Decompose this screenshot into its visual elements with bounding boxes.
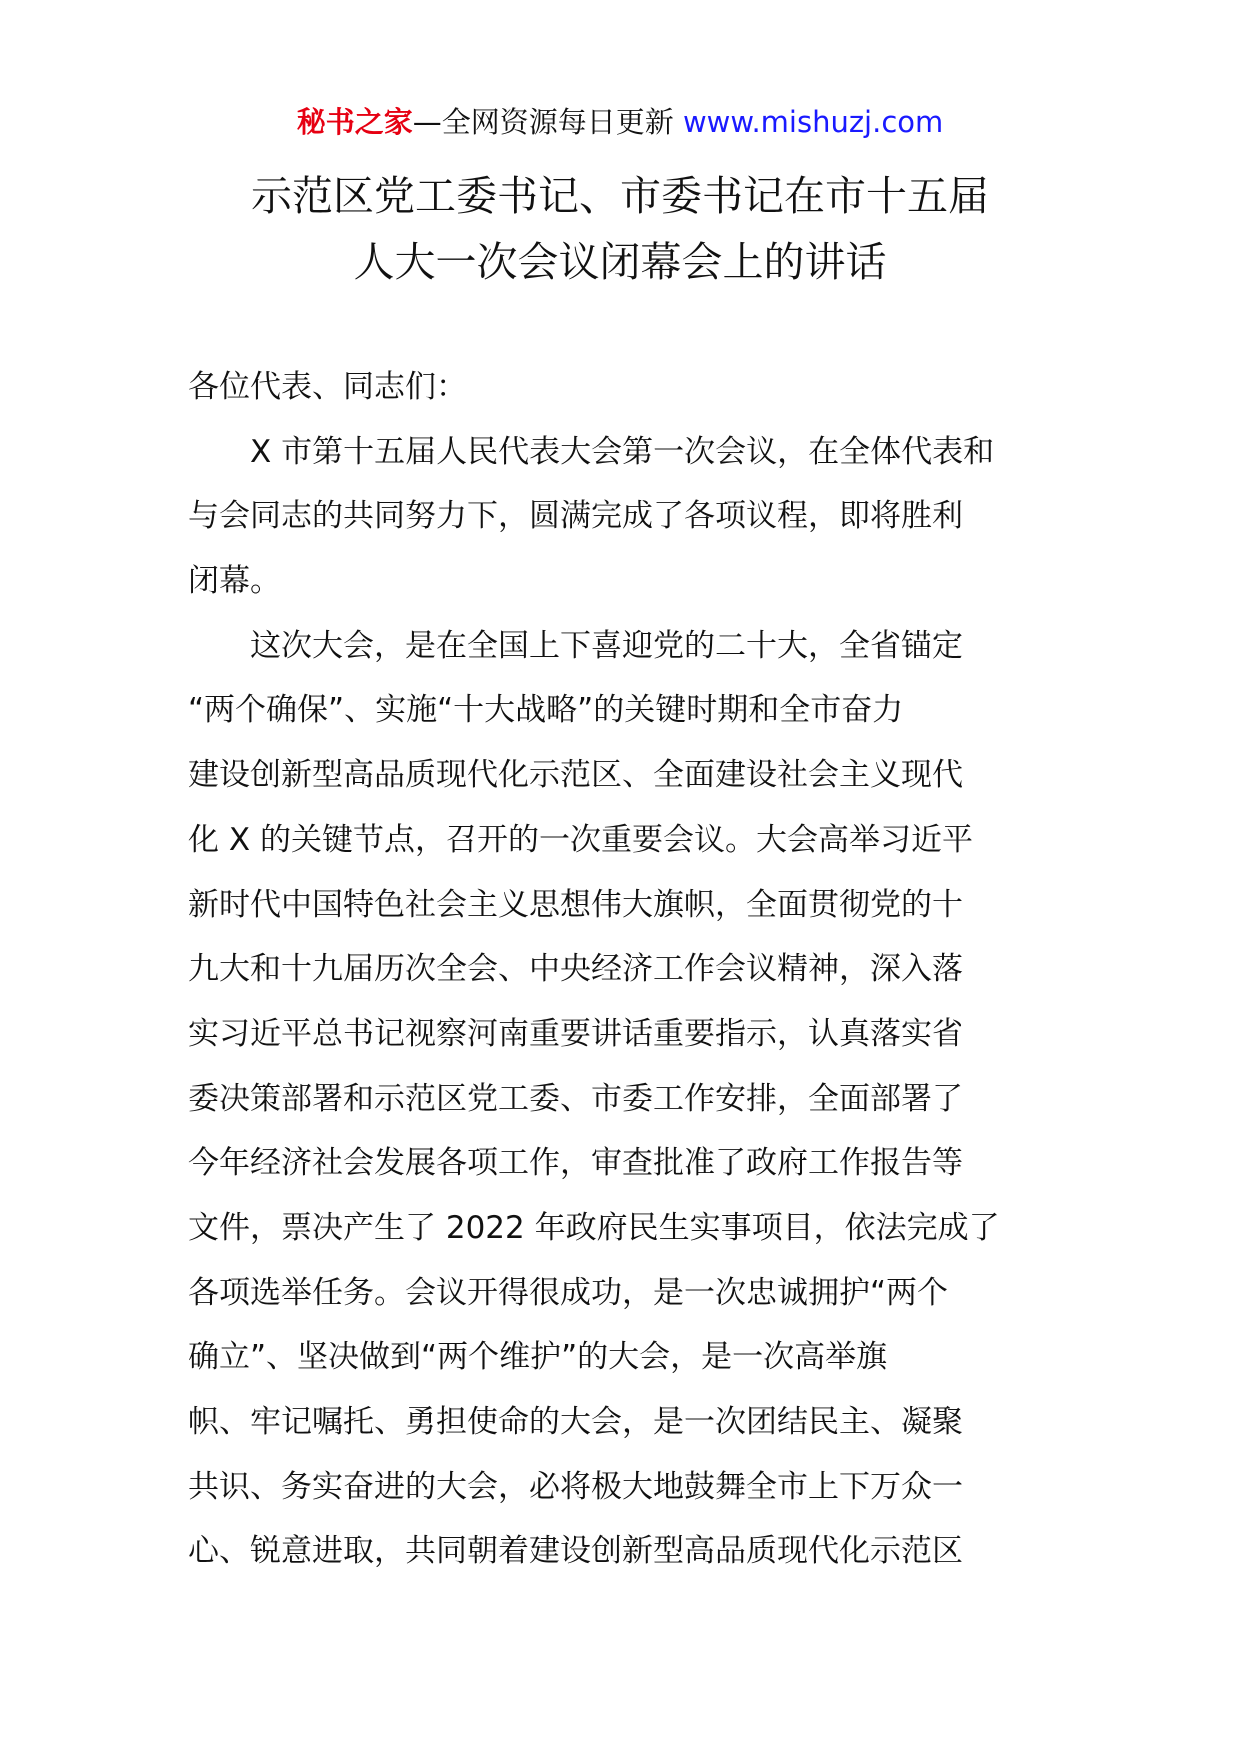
body-line: 帜、牢记嘱托、勇担使命的大会，是一次团结民主、凝聚 xyxy=(188,1404,963,1440)
body-line: 各项选举任务。会议开得很成功，是一次忠诚拥护“两个 xyxy=(188,1274,949,1311)
title-line-2: 人大一次会议闭幕会上的讲话 xyxy=(353,238,887,286)
document-title xyxy=(150,163,1090,295)
body-line: 与会同志的共同努力下，圆满完成了各项议程，即将胜利 xyxy=(188,498,963,535)
body-line: 委决策部署和示范区党工委、市委工作安排，全面部署了 xyxy=(188,1080,963,1117)
header-tagline: —全网资源每日更新 xyxy=(412,105,683,139)
body-line: 化 X 的关键节点，召开的一次重要会议。大会高举习近平 xyxy=(188,821,973,858)
body-line: 确立”、坚决做到“两个维护”的大会，是一次高举旗 xyxy=(188,1339,888,1376)
body-line: 闭幕。 xyxy=(188,563,281,600)
body-line: 九大和十九届历次全会、中央经济工作会议精神，深入落 xyxy=(188,951,963,988)
body-line: 心、锐意进取，共同朝着建设创新型高品质现代化示范区 xyxy=(188,1533,963,1570)
page-header xyxy=(0,102,1240,142)
body-line: X 市第十五届人民代表大会第一次会议，在全体代表和 xyxy=(188,433,995,470)
body-line: 建设创新型高品质现代化示范区、全面建设社会主义现代 xyxy=(188,757,963,794)
body-line: 这次大会，是在全国上下喜迎党的二十大，全省锚定 xyxy=(188,627,963,664)
title-line-1: 示范区党工委书记、市委书记在市十五届 xyxy=(251,172,989,220)
body-line: “两个确保”、实施“十大战略”的关键时期和全市奋力 xyxy=(188,692,904,729)
website-link[interactable]: www.mishuzj.com xyxy=(682,105,944,139)
body-line: 各位代表、同志们： xyxy=(188,369,467,405)
body-line: 文件，票决产生了 2022 年政府民生实事项目，依法完成了 xyxy=(188,1209,1000,1246)
body-line: 今年经济社会发展各项工作，审查批准了政府工作报告等 xyxy=(188,1145,963,1182)
body-line: 实习近平总书记视察河南重要讲话重要指示，认真落实省 xyxy=(188,1015,963,1052)
document-body xyxy=(188,355,1050,1584)
body-line: 新时代中国特色社会主义思想伟大旗帜，全面贯彻党的十 xyxy=(188,886,963,923)
brand-name: 秘书之家 xyxy=(296,105,413,139)
body-line: 共识、务实奋进的大会，必将极大地鼓舞全市上下万众一 xyxy=(188,1468,963,1505)
